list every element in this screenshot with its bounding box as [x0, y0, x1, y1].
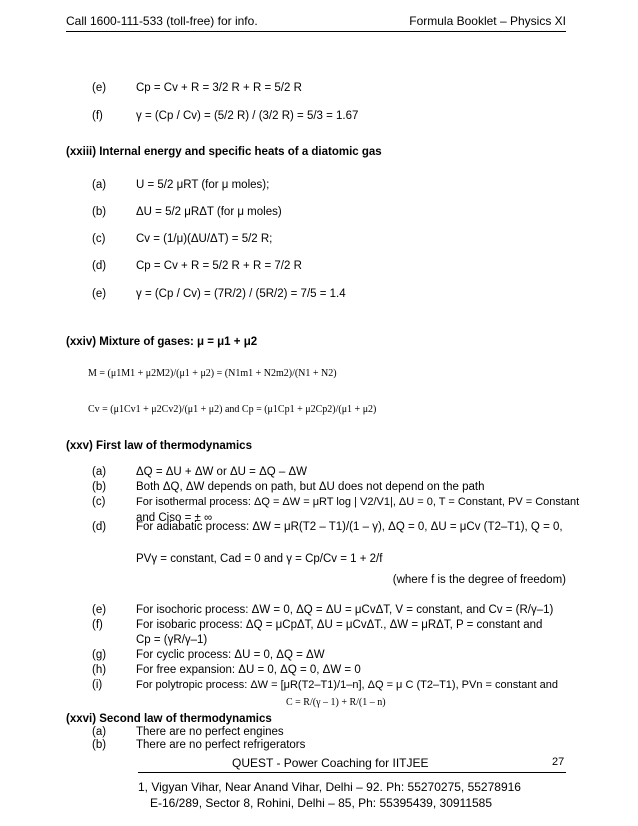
- formula-line: γ = (Cp / Cv) = (5/2 R) / (3/2 R) = 5/3 = 1.67: [136, 110, 359, 122]
- formula-line: Cv = (μ1Cv1 + μ2Cv2)/(μ1 + μ2) and Cp = (μ1Cp1 + μ2Cp2)/(μ1 + μ2): [88, 404, 377, 415]
- item-label: (f): [92, 110, 103, 122]
- formula-line: U = 5/2 μRT (for μ moles);: [136, 179, 270, 191]
- item-label: (e): [92, 288, 107, 300]
- formula-line: For polytropic process: ΔW = [μR(T2–T1)/1–n], ΔQ = μ C (T2–T1), PVn = constant and: [136, 679, 559, 691]
- item-label: (a): [92, 466, 107, 478]
- formula-line: For cyclic process: ΔU = 0, ΔQ = ΔW: [136, 649, 325, 661]
- formula-line: Cp = Cv + R = 5/2 R + R = 7/2 R: [136, 260, 302, 272]
- formula-line: Cv = (1/μ)(ΔU/ΔT) = 5/2 R;: [136, 233, 273, 245]
- section-title: (xxv) First law of thermodynamics: [66, 440, 252, 452]
- item-label: (b): [92, 739, 107, 751]
- section-title: (xxvi) Second law of thermodynamics: [66, 713, 272, 725]
- item-label: (g): [92, 649, 107, 661]
- formula-line: C = R/(γ – 1) + R/(1 – n): [286, 697, 386, 708]
- formula-line: There are no perfect refrigerators: [136, 739, 306, 751]
- header-rule: [66, 31, 566, 32]
- section-title: (xxiii) Internal energy and specific heats of a diatomic gas: [66, 146, 382, 158]
- formula-line: Both ΔQ, ΔW depends on path, but ΔU does not depend on the path: [136, 481, 485, 493]
- section-title: (xxiv) Mixture of gases: μ = μ1 + μ2: [66, 336, 258, 348]
- item-label: (b): [92, 206, 107, 218]
- header-right: Formula Booklet – Physics XI: [409, 14, 566, 28]
- header-left: Call 1600-111-533 (toll-free) for info.: [66, 14, 258, 28]
- formula-line: γ = (Cp / Cv) = (7R/2) / (5R/2) = 7/5 = 1.4: [136, 288, 346, 300]
- item-label: (h): [92, 664, 107, 676]
- formula-line: PVγ = constant, Cad = 0 and γ = Cp/Cv = 1 + 2/f: [136, 553, 383, 565]
- formula-line: There are no perfect engines: [136, 726, 284, 738]
- formula-line: Cp = (γR/γ–1): [136, 634, 208, 646]
- formula-line: ΔU = 5/2 μRΔT (for μ moles): [136, 206, 282, 218]
- item-label: (e): [92, 82, 107, 94]
- item-label: (a): [92, 179, 107, 191]
- item-label: (e): [92, 604, 107, 616]
- formula-line: Cp = Cv + R = 3/2 R + R = 5/2 R: [136, 82, 302, 94]
- item-label: (b): [92, 481, 107, 493]
- formula-line: For isochoric process: ΔW = 0, ΔQ = ΔU = μCvΔT, V = constant, and Cv = (R/γ–1): [136, 604, 554, 616]
- formula-line: For isothermal process: ΔQ = ΔW = μRT log | V2/V1|, ΔU = 0, T = Constant, PV = Constant: [136, 496, 580, 508]
- item-label: (c): [92, 496, 106, 508]
- item-label: (f): [92, 619, 103, 631]
- item-label: (a): [92, 726, 107, 738]
- formula-line: and Ciso = ± ∞: [136, 512, 213, 524]
- footer-brand: QUEST - Power Coaching for IITJEE: [232, 756, 429, 770]
- page-number: 27: [552, 756, 565, 768]
- formula-line: M = (μ1M1 + μ2M2)/(μ1 + μ2) = (N1m1 + N2m2)/(N1 + N2): [88, 368, 337, 379]
- footer-address: E-16/289, Sector 8, Rohini, Delhi – 85, Ph: 55395439, 30911585: [150, 796, 493, 810]
- item-label: (d): [92, 260, 107, 272]
- note-text: (where f is the degree of freedom): [392, 574, 566, 586]
- item-label: (c): [92, 233, 106, 245]
- formula-line: For adiabatic process: ΔW = μR(T2 – T1)/(1 – γ), ΔQ = 0, ΔU = μCv (T2–T1), Q = 0,: [136, 521, 563, 533]
- footer-address: 1, Vigyan Vihar, Near Anand Vihar, Delhi – 92. Ph: 55270275, 55278916: [138, 780, 521, 794]
- footer-rule: [138, 772, 566, 773]
- formula-line: For isobaric process: ΔQ = μCpΔT, ΔU = μCvΔT., ΔW = μRΔT, P = constant and: [136, 619, 543, 631]
- formula-line: ΔQ = ΔU + ΔW or ΔU = ΔQ – ΔW: [136, 466, 308, 478]
- formula-line: For free expansion: ΔU = 0, ΔQ = 0, ΔW = 0: [136, 664, 361, 676]
- item-label: (d): [92, 521, 107, 533]
- item-label: (i): [92, 679, 103, 691]
